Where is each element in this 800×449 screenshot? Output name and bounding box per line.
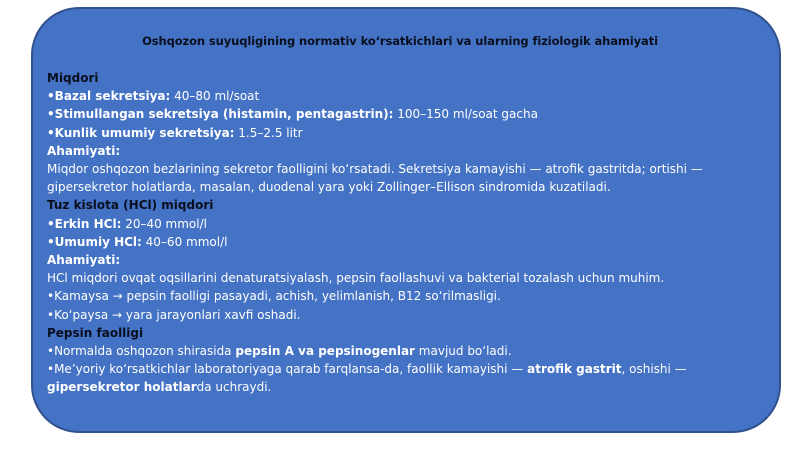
pepsin-2a: •Me’yoriy ko‘rsatkichlar laboratoriyaga qarab farqlansa-da, faollik kamayishi — (47, 362, 528, 377)
kunlik-value: 1.5–2.5 litr (234, 125, 303, 140)
pepsin-3a: gipersekretor holatlar (47, 380, 197, 395)
ahamiyati-label-1: Ahamiyati: (47, 143, 121, 158)
bazal-sekretsiya-item (47, 87, 757, 105)
ahamiyati-text-2: HCl miqdori ovqat oqsillarini denaturatsiyalash, pepsin faollashuvi va bakterial tozalash uchun muhim. (47, 271, 665, 286)
section-heading-miqdori: Miqdori (47, 71, 99, 85)
pepsin-item-3 (47, 378, 757, 396)
erkin-hcl-item (47, 215, 757, 233)
pepsin-1b: pepsin A va pepsinogenlar (235, 344, 415, 359)
umumiy-hcl-item (47, 233, 757, 251)
kunlik-sekretsiya-item (47, 124, 757, 142)
erkin-value: 20–40 mmol/l (121, 216, 207, 231)
pepsin-2c: , oshishi — (621, 362, 687, 377)
pepsin-2b: atrofik gastrit (527, 362, 622, 377)
ahamiyati-label-2: Ahamiyati: (47, 253, 121, 268)
section-heading-pepsin: Pepsin faolligi (47, 325, 144, 340)
stimul-label: •Stimullangan sekretsiya (histamin, pentagastrin): (47, 107, 394, 122)
stimullangan-sekretsiya-item (47, 105, 757, 123)
erkin-label: •Erkin HCl: (47, 216, 122, 231)
umumiy-value: 40–60 mmol/l (141, 234, 228, 249)
slide-title: Oshqozon suyuqligining normativ ko‘rsatkichlari va ularning fiziologik ahamiyati (142, 34, 658, 48)
bazal-value: 40–80 ml/soat (170, 89, 260, 104)
stimul-value: 100–150 ml/soat gacha (393, 107, 538, 122)
umumiy-label: •Umumiy HCl: (47, 234, 142, 249)
bazal-label: •Bazal sekretsiya: (47, 89, 171, 104)
pepsin-item-1 (47, 342, 757, 360)
kamaysa-item: •Kamaysa → pepsin faolligi pasayadi, achish, yelimlanish, B12 so‘rilmasligi. (47, 289, 501, 304)
pepsin-3b: da uchraydi. (196, 380, 272, 395)
section-heading-hcl: Tuz kislota (HCl) miqdori (47, 198, 214, 213)
ahamiyati-text-1b: gipersekretor holatlarda, masalan, duodenal yara yoki Zollinger–Ellison sindromida kuzatiladi. (47, 180, 611, 195)
kunlik-label: •Kunlik umumiy sekretsiya: (47, 125, 235, 140)
ahamiyati-text-1a: Miqdor oshqozon bezlarining sekretor faolligini ko‘rsatadi. Sekretsiya kamayishi — atrofik gastritda; ortishi — (47, 162, 703, 177)
kopaysa-item: •Ko‘paysa → yara jarayonlari xavfi oshadi. (47, 307, 301, 322)
pepsin-1a: •Normalda oshqozon shirasida (47, 344, 236, 359)
pepsin-1c: mavjud bo‘ladi. (414, 344, 512, 359)
pepsin-item-2 (47, 360, 757, 378)
content-body (47, 69, 757, 397)
